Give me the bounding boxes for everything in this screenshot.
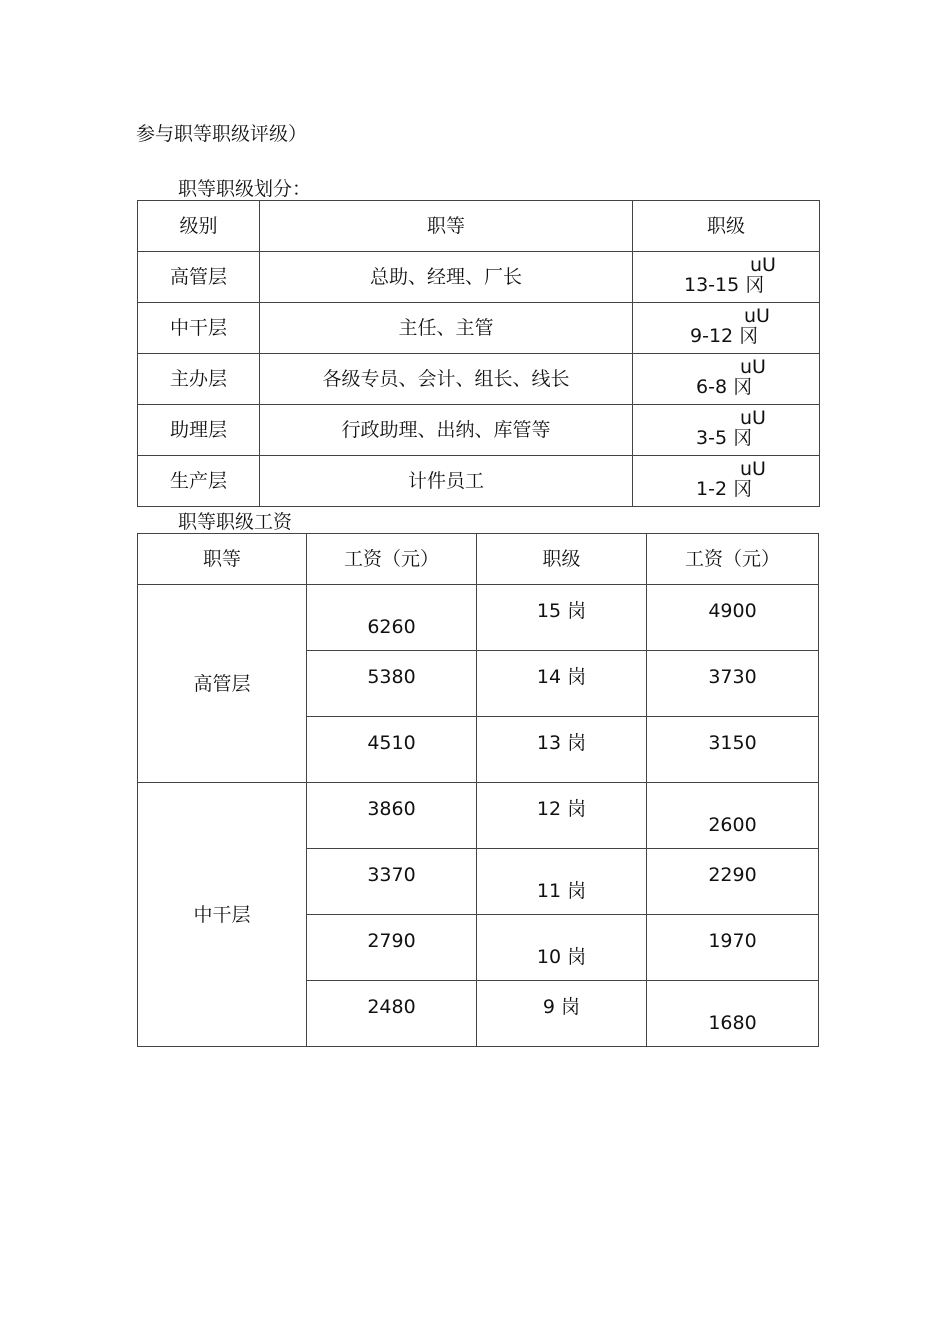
rank-superscript: uU bbox=[740, 356, 766, 378]
table-header-row bbox=[138, 534, 819, 585]
table-row bbox=[138, 354, 820, 405]
post-cell: 13 岗 bbox=[477, 717, 647, 783]
level-cell: 高管层 bbox=[138, 252, 260, 303]
level-cell: 高管层 bbox=[138, 585, 307, 783]
table-row bbox=[138, 585, 819, 651]
header-post: 职级 bbox=[477, 534, 647, 585]
salary-a-cell: 3370 bbox=[307, 849, 477, 915]
intro-text: 参与职等职级评级） bbox=[136, 123, 308, 145]
table-header-row bbox=[138, 201, 820, 252]
positions-cell: 各级专员、会计、组长、线长 bbox=[260, 354, 633, 405]
salary-a-cell: 2790 bbox=[307, 915, 477, 981]
table-row bbox=[138, 783, 819, 849]
post-cell: 9 岗 bbox=[477, 981, 647, 1047]
post-cell: 14 岗 bbox=[477, 651, 647, 717]
post-cell: 10 岗 bbox=[477, 915, 647, 981]
rank-superscript: uU bbox=[740, 458, 766, 480]
level-cell: 生产层 bbox=[138, 456, 260, 507]
post-cell: 15 岗 bbox=[477, 585, 647, 651]
rank-cell bbox=[633, 405, 820, 456]
rank-superscript: uU bbox=[740, 407, 766, 429]
level-cell: 中干层 bbox=[138, 303, 260, 354]
level-cell: 中干层 bbox=[138, 783, 307, 1047]
positions-cell: 行政助理、出纳、库管等 bbox=[260, 405, 633, 456]
header-salary-b: 工资（元） bbox=[647, 534, 819, 585]
grade-division-title: 职等职级划分： bbox=[178, 178, 312, 200]
header-level: 级别 bbox=[138, 201, 260, 252]
rank-cell bbox=[633, 456, 820, 507]
salary-b-cell: 1680 bbox=[647, 981, 819, 1047]
level-cell: 主办层 bbox=[138, 354, 260, 405]
salary-b-cell: 3730 bbox=[647, 651, 819, 717]
salary-a-cell: 4510 bbox=[307, 717, 477, 783]
rank-value: 6-8 冈 bbox=[696, 376, 753, 398]
header-grade: 职等 bbox=[260, 201, 633, 252]
rank-superscript: uU bbox=[744, 305, 770, 327]
header-grade: 职等 bbox=[138, 534, 307, 585]
positions-cell: 主任、主管 bbox=[260, 303, 633, 354]
post-cell: 12 岗 bbox=[477, 783, 647, 849]
rank-value: 9-12 冈 bbox=[690, 325, 759, 347]
table-row bbox=[138, 405, 820, 456]
rank-cell bbox=[633, 252, 820, 303]
salary-table-title: 职等职级工资 bbox=[178, 511, 293, 533]
grade-division-table bbox=[137, 200, 820, 507]
rank-cell bbox=[633, 354, 820, 405]
salary-a-cell: 2480 bbox=[307, 981, 477, 1047]
salary-b-cell: 2290 bbox=[647, 849, 819, 915]
salary-b-cell: 2600 bbox=[647, 783, 819, 849]
table-row bbox=[138, 252, 820, 303]
header-salary-a: 工资（元） bbox=[307, 534, 477, 585]
salary-a-cell: 6260 bbox=[307, 585, 477, 651]
salary-b-cell: 3150 bbox=[647, 717, 819, 783]
salary-b-cell: 1970 bbox=[647, 915, 819, 981]
rank-value: 3-5 冈 bbox=[696, 427, 753, 449]
rank-cell bbox=[633, 303, 820, 354]
rank-value: 13-15 冈 bbox=[684, 274, 765, 296]
rank-superscript: uU bbox=[750, 254, 776, 276]
positions-cell: 计件员工 bbox=[260, 456, 633, 507]
positions-cell: 总助、经理、厂长 bbox=[260, 252, 633, 303]
level-cell: 助理层 bbox=[138, 405, 260, 456]
salary-a-cell: 3860 bbox=[307, 783, 477, 849]
salary-b-cell: 4900 bbox=[647, 585, 819, 651]
rank-value: 1-2 冈 bbox=[696, 478, 753, 500]
table-row bbox=[138, 456, 820, 507]
salary-a-cell: 5380 bbox=[307, 651, 477, 717]
header-rank: 职级 bbox=[633, 201, 820, 252]
table-row bbox=[138, 303, 820, 354]
salary-table bbox=[137, 533, 819, 1047]
post-cell: 11 岗 bbox=[477, 849, 647, 915]
